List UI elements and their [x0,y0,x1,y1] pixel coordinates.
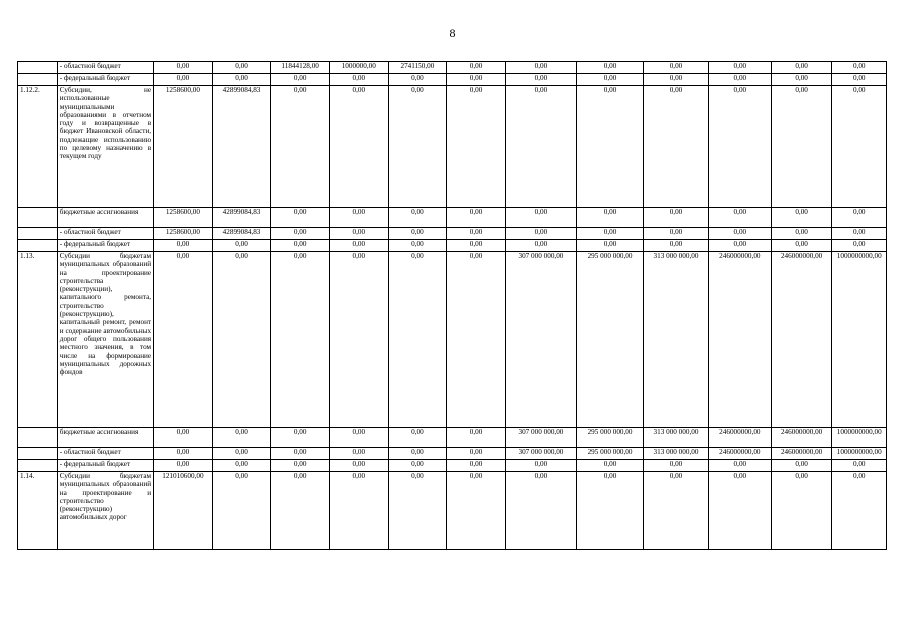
value-cell: 0,00 [271,240,330,252]
value-cell: 0,00 [271,448,330,460]
value-cell: 2741150,00 [388,62,447,74]
table-row [18,252,887,428]
value-cell: 295 000 000,00 [577,448,644,460]
value-cell: 0,00 [708,86,771,208]
value-cell: 0,00 [832,228,887,240]
row-label: - федеральный бюджет [57,240,153,252]
value-cell: 0,00 [271,428,330,448]
value-cell: 0,00 [154,62,213,74]
value-cell: 0,00 [577,74,644,86]
table-body [18,62,887,550]
value-cell: 0,00 [212,428,271,448]
row-code: 1.13. [18,252,58,428]
value-cell: 313 000 000,00 [644,252,709,428]
value-cell: 0,00 [447,252,506,428]
value-cell: 0,00 [329,428,388,448]
row-label: бюджетные ассигнования [57,208,153,228]
value-cell: 0,00 [505,460,576,472]
value-cell: 246000000,00 [771,448,832,460]
value-cell: 0,00 [212,460,271,472]
value-cell: 0,00 [329,208,388,228]
value-cell: 0,00 [447,62,506,74]
table-row [18,74,887,86]
value-cell: 0,00 [388,74,447,86]
table-row [18,62,887,74]
value-cell: 0,00 [388,428,447,448]
value-cell: 0,00 [505,472,576,550]
table-row [18,448,887,460]
value-cell: 0,00 [832,460,887,472]
value-cell: 0,00 [388,240,447,252]
row-label: Субсидии бюджетам муниципальных образований на проектирование и строительство (реконструкцию) автомобильных дорог [57,472,153,550]
value-cell: 246000000,00 [771,428,832,448]
table-row [18,86,887,208]
value-cell: 0,00 [329,448,388,460]
value-cell: 0,00 [271,74,330,86]
value-cell: 0,00 [708,62,771,74]
value-cell: 0,00 [329,228,388,240]
value-cell: 0,00 [271,86,330,208]
value-cell: 0,00 [832,62,887,74]
value-cell: 246000000,00 [708,428,771,448]
value-cell: 1000000000,00 [832,448,887,460]
value-cell: 0,00 [447,428,506,448]
budget-table [17,61,887,550]
value-cell: 0,00 [771,472,832,550]
row-label: - областной бюджет [57,448,153,460]
value-cell: 0,00 [644,86,709,208]
value-cell: 0,00 [832,472,887,550]
value-cell: 0,00 [447,240,506,252]
value-cell: 0,00 [771,240,832,252]
value-cell: 0,00 [644,460,709,472]
value-cell: 0,00 [271,228,330,240]
value-cell: 295 000 000,00 [577,428,644,448]
value-cell: 0,00 [154,428,213,448]
value-cell: 0,00 [832,74,887,86]
value-cell: 0,00 [447,86,506,208]
value-cell: 0,00 [388,472,447,550]
value-cell: 0,00 [212,448,271,460]
value-cell: 1000000000,00 [832,428,887,448]
value-cell: 0,00 [708,472,771,550]
value-cell: 1258600,00 [154,228,213,240]
row-label: Субсидии бюджетам муниципальных образований на проектирование строительства (реконструкции), капитального ремонта, строительство (реконструкцию), капитальный ремонт, ремонт и содержание автомобильных дорог общего пользования местного значения, в том числе на формирование муниципальных дорожных фондов [57,252,153,428]
value-cell: 0,00 [212,472,271,550]
value-cell: 1258600,00 [154,208,213,228]
value-cell: 0,00 [154,448,213,460]
value-cell: 11844128,00 [271,62,330,74]
value-cell: 0,00 [271,460,330,472]
value-cell: 0,00 [644,74,709,86]
value-cell: 307 000 000,00 [505,252,576,428]
row-code [18,74,58,86]
value-cell: 0,00 [771,86,832,208]
value-cell: 0,00 [505,86,576,208]
value-cell: 0,00 [329,240,388,252]
row-code: 1.12.2. [18,86,58,208]
value-cell: 313 000 000,00 [644,448,709,460]
value-cell: 0,00 [329,472,388,550]
value-cell: 0,00 [771,62,832,74]
value-cell: 0,00 [771,460,832,472]
value-cell: 0,00 [644,208,709,228]
table-row [18,208,887,228]
row-label: - областной бюджет [57,62,153,74]
row-code [18,228,58,240]
value-cell: 0,00 [708,240,771,252]
row-code [18,240,58,252]
value-cell: 42899084,83 [212,208,271,228]
value-cell: 0,00 [447,228,506,240]
value-cell: 1258600,00 [154,86,213,208]
value-cell: 0,00 [708,74,771,86]
value-cell: 0,00 [771,228,832,240]
value-cell: 0,00 [271,252,330,428]
value-cell: 0,00 [388,252,447,428]
value-cell: 0,00 [577,472,644,550]
value-cell: 246000000,00 [771,252,832,428]
value-cell: 0,00 [388,228,447,240]
value-cell: 0,00 [154,460,213,472]
value-cell: 0,00 [447,460,506,472]
row-label: - федеральный бюджет [57,74,153,86]
value-cell: 42899084,83 [212,228,271,240]
table-row [18,228,887,240]
row-code [18,208,58,228]
value-cell: 0,00 [577,240,644,252]
value-cell: 0,00 [577,62,644,74]
value-cell: 0,00 [154,240,213,252]
row-code: 1.14. [18,472,58,550]
table-row [18,472,887,550]
value-cell: 0,00 [271,208,330,228]
value-cell: 0,00 [708,460,771,472]
value-cell: 0,00 [644,240,709,252]
value-cell: 0,00 [832,86,887,208]
value-cell: 0,00 [577,208,644,228]
value-cell: 0,00 [505,74,576,86]
value-cell: 0,00 [832,208,887,228]
page-number: 8 [449,26,456,40]
value-cell: 0,00 [447,74,506,86]
value-cell: 0,00 [771,208,832,228]
table-row [18,240,887,252]
value-cell: 0,00 [271,472,330,550]
value-cell: 0,00 [388,208,447,228]
value-cell: 0,00 [708,228,771,240]
table-row [18,460,887,472]
row-code [18,448,58,460]
value-cell: 0,00 [388,86,447,208]
value-cell: 0,00 [388,460,447,472]
table-row [18,428,887,448]
value-cell: 307 000 000,00 [505,428,576,448]
value-cell: 0,00 [644,472,709,550]
value-cell: 0,00 [154,74,213,86]
value-cell: 0,00 [577,460,644,472]
value-cell: 0,00 [154,252,213,428]
value-cell: 0,00 [388,448,447,460]
value-cell: 0,00 [329,74,388,86]
value-cell: 0,00 [644,228,709,240]
value-cell: 307 000 000,00 [505,448,576,460]
value-cell: 0,00 [708,208,771,228]
value-cell: 0,00 [771,74,832,86]
value-cell: 1000000000,00 [832,252,887,428]
value-cell: 0,00 [577,86,644,208]
value-cell: 0,00 [447,472,506,550]
value-cell: 0,00 [447,208,506,228]
row-label: - федеральный бюджет [57,460,153,472]
value-cell: 1000000,00 [329,62,388,74]
row-label: бюджетные ассигнования [57,428,153,448]
row-label: Субсидии, не использованные муниципальными образованиями в отчетном году и возвращенные в бюджет Ивановской области, подлежащие использованию по целевому назначению в текущем году [57,86,153,208]
row-label: - областной бюджет [57,228,153,240]
value-cell: 246000000,00 [708,448,771,460]
row-code [18,428,58,448]
value-cell: 295 000 000,00 [577,252,644,428]
value-cell: 0,00 [577,228,644,240]
row-code [18,62,58,74]
value-cell: 313 000 000,00 [644,428,709,448]
value-cell: 0,00 [644,62,709,74]
value-cell: 0,00 [212,74,271,86]
value-cell: 121010600,00 [154,472,213,550]
value-cell: 0,00 [447,448,506,460]
value-cell: 246000000,00 [708,252,771,428]
row-code [18,460,58,472]
value-cell: 0,00 [212,62,271,74]
value-cell: 0,00 [505,240,576,252]
value-cell: 42899084,83 [212,86,271,208]
value-cell: 0,00 [212,252,271,428]
value-cell: 0,00 [212,240,271,252]
value-cell: 0,00 [329,460,388,472]
value-cell: 0,00 [505,228,576,240]
value-cell: 0,00 [505,208,576,228]
value-cell: 0,00 [329,252,388,428]
value-cell: 0,00 [832,240,887,252]
value-cell: 0,00 [329,86,388,208]
value-cell: 0,00 [505,62,576,74]
